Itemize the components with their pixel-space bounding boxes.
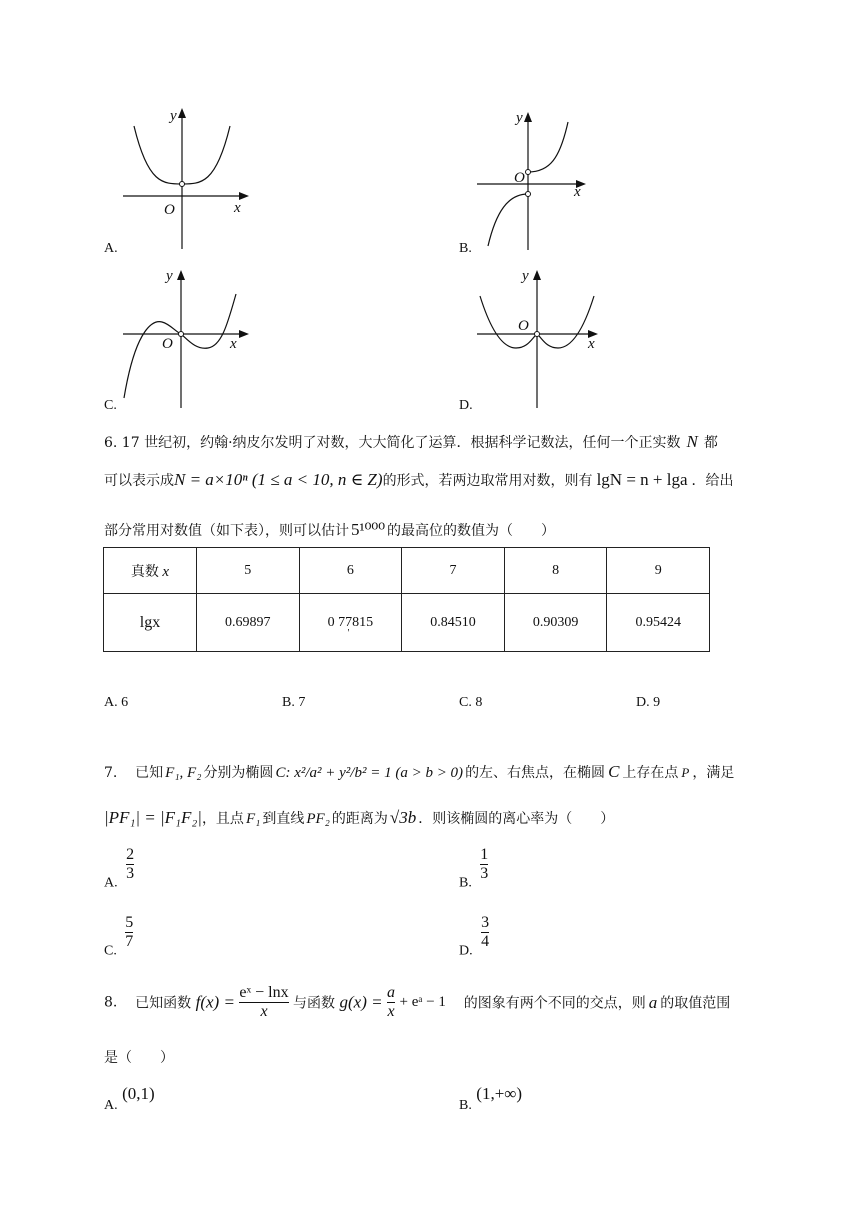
option-b-label: B. xyxy=(459,241,472,256)
table-cell: 0.90309 xyxy=(504,594,607,652)
axis-x-label: x xyxy=(234,200,241,216)
table-cell: 0.84510 xyxy=(402,594,505,652)
option-a-label: A. xyxy=(104,241,118,256)
q7-line1: 7. 已知 F₁, F₂ 分别为椭圆 C: x²/a² + y²/b² = 1 (a > b > 0) 的左、右焦点，在椭圆 C 上存在点 P ，满足 xyxy=(104,762,735,781)
axis-x-label: x xyxy=(230,336,237,352)
axis-y-label: y xyxy=(522,268,529,284)
q7-option-d: D. $\frac{3}{4}$ xyxy=(459,914,490,959)
axis-x-label: x xyxy=(574,184,581,200)
q8-line2: 是（ ） xyxy=(104,1050,174,1066)
axis-y-label: y xyxy=(516,110,523,126)
option-c-label: C. xyxy=(104,398,117,413)
graph-d xyxy=(472,266,607,412)
q6-line1: 6. 17 世纪初，约翰·纳皮尔发明了对数，大大简化了运算．根据科学记数法，任何一个正实数 N 都 xyxy=(104,432,718,451)
table-cell: 0 77815 ' xyxy=(299,594,402,652)
g-fraction: $\frac{a}{x}$ xyxy=(387,984,396,1020)
f-fraction: $\frac{\text{eˣ − lnx}}{x}$ xyxy=(239,984,289,1020)
graph-b xyxy=(472,108,592,254)
q6-option-c: C. 8 xyxy=(459,695,483,710)
q6-option-d: D. 9 xyxy=(636,695,661,710)
row1-label: 真数 x xyxy=(104,548,197,594)
q6-option-a: A. 6 xyxy=(104,695,129,710)
q6-option-b: B. 7 xyxy=(282,695,306,710)
origin-label: O xyxy=(164,202,175,218)
table-cell: 0.95424 xyxy=(607,594,710,652)
table-cell: 9 xyxy=(607,548,710,594)
axis-y-label: y xyxy=(170,108,177,124)
table-cell: 6 xyxy=(299,548,402,594)
condition-expr: |PF₁| = |F₁F₂| xyxy=(104,808,202,827)
power-expr: 5¹⁰⁰⁰ xyxy=(351,520,386,539)
axis-y-label: y xyxy=(166,268,173,284)
origin-label: O xyxy=(518,318,529,334)
origin-label: O xyxy=(514,170,525,186)
table-cell: 0.69897 xyxy=(197,594,300,652)
formula-log: lgN = n + lga xyxy=(596,470,688,489)
origin-label: O xyxy=(162,336,173,352)
table-cell: 5 xyxy=(197,548,300,594)
ellipse-equation: C: x²/a² + y²/b² = 1 (a > b > 0) xyxy=(275,765,464,781)
q6-line3: 部分常用对数值（如下表），则可以估计 5¹⁰⁰⁰ 的最高位的数值为（ ） xyxy=(104,520,556,539)
table-cell: 8 xyxy=(504,548,607,594)
q7-line2: |PF₁| = |F₁F₂|，且点 F₁ 到直线 PF₂ 的距离为 √3b ．则该椭圆的离心率为（ ） xyxy=(104,808,615,827)
q7-option-a: A. $\frac{2}{3}$ xyxy=(104,846,135,891)
table-cell: 7 xyxy=(402,548,505,594)
q6-line2: 可以表示成N = a×10ⁿ (1 ≤ a < 10, n ∈ Z)的形式，若两边取常用对数，则有 lgN = n + lga ．给出 xyxy=(104,470,734,489)
row2-label: lgx xyxy=(104,594,197,652)
q8-option-b: B. (1,+∞) xyxy=(459,1084,523,1113)
axis-x-label: x xyxy=(588,336,595,352)
graph-a xyxy=(118,104,253,254)
log-table xyxy=(103,547,710,652)
q7-option-b: B. $\frac{1}{3}$ xyxy=(459,846,489,891)
option-d-label: D. xyxy=(459,398,473,413)
q7-option-c: C. $\frac{5}{7}$ xyxy=(104,914,134,959)
q8-line1: 8. 已知函数 f(x) = $\frac{\text{eˣ − lnx}}{x}$ 与函数 g(x) = $\frac{a}{x}$ + eᵃ − 1 的图象有两个不同的交点，则 a 的取值范围 xyxy=(104,984,731,1020)
q8-option-a: A. (0,1) xyxy=(104,1084,155,1113)
formula-scientific: N = a×10ⁿ (1 ≤ a < 10, n ∈ Z) xyxy=(174,470,383,489)
graph-c xyxy=(118,266,253,412)
